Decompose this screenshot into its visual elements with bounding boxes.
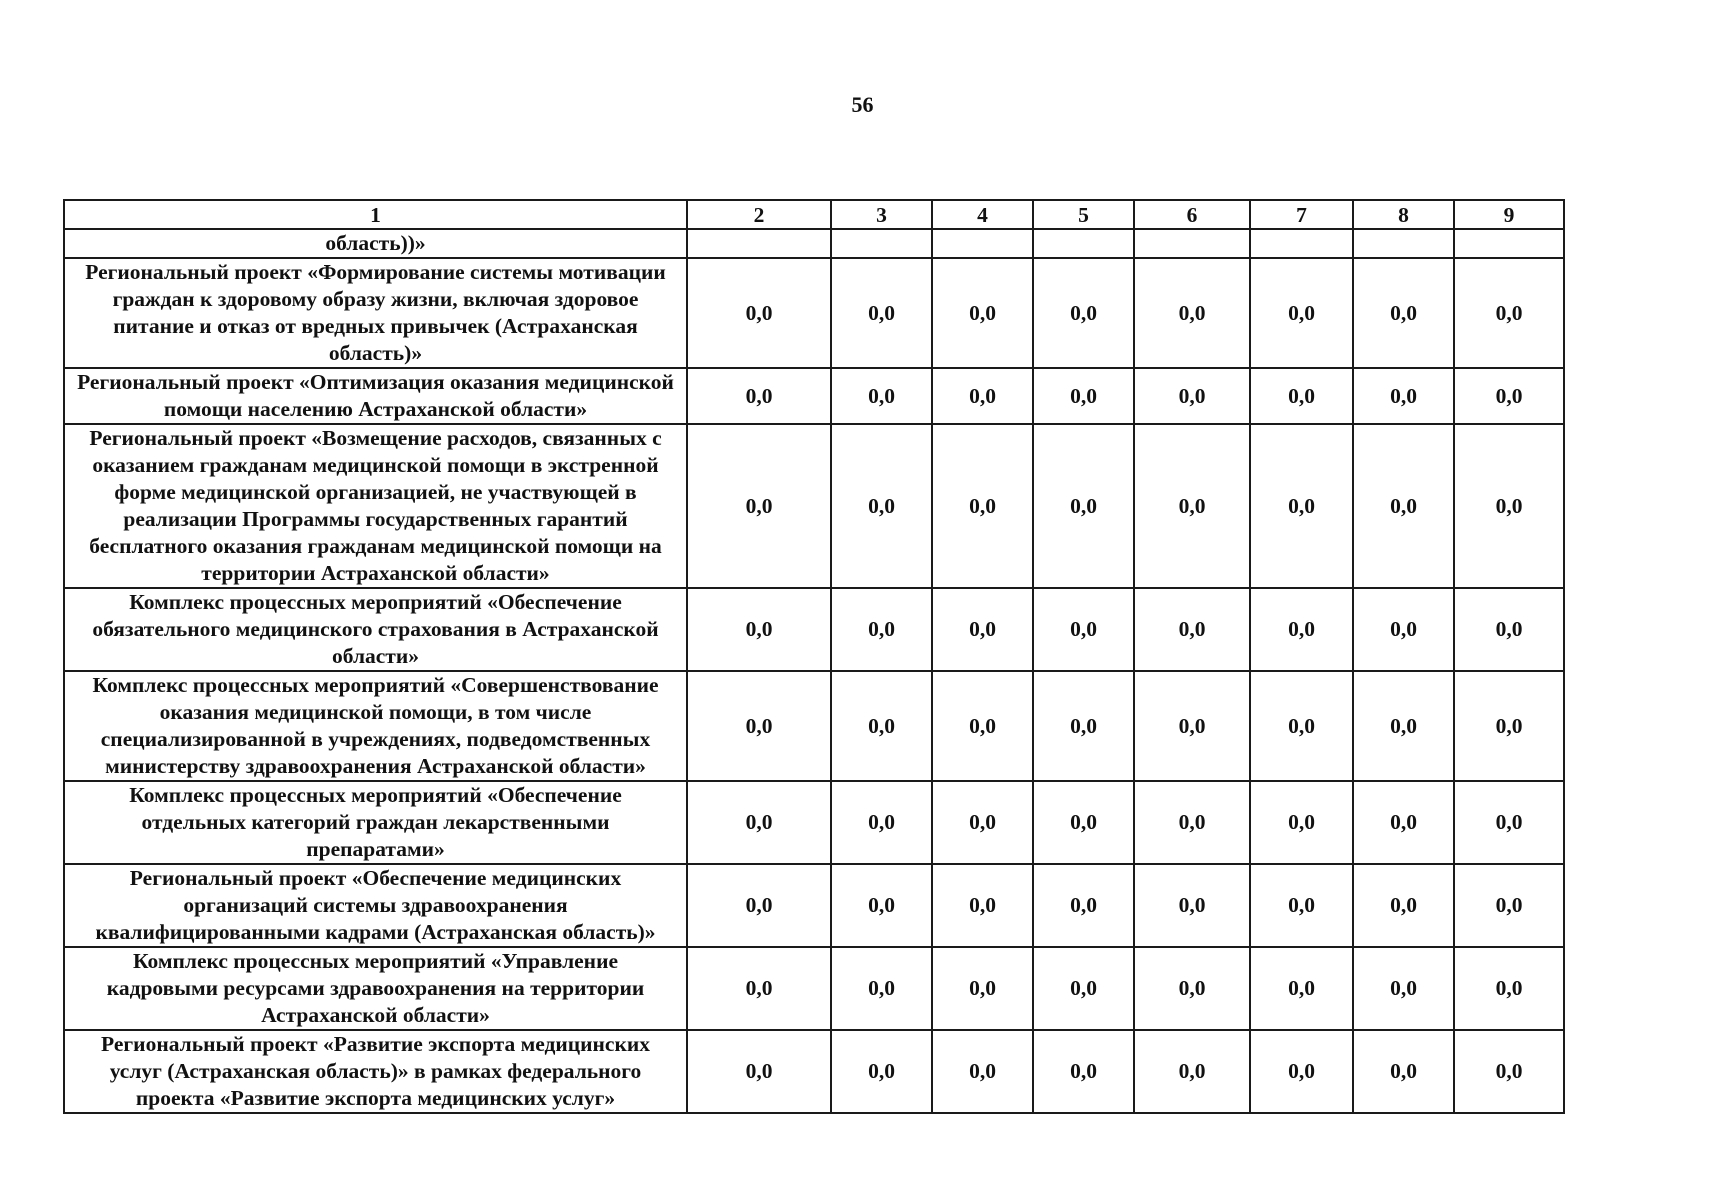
- value-cell: 0,0: [1454, 258, 1564, 368]
- table-body: [64, 229, 1564, 1113]
- value-cell: 0,0: [1454, 424, 1564, 588]
- value-cell: 0,0: [932, 588, 1033, 671]
- value-cell: 0,0: [932, 368, 1033, 424]
- value-cell: 0,0: [932, 864, 1033, 947]
- program-name-cell: Комплекс процессных мероприятий «Обеспечение обязательного медицинского страхования в Астраханской области»: [64, 588, 687, 671]
- table-row: [64, 258, 1564, 368]
- budget-table: [63, 199, 1565, 1114]
- table-row: [64, 368, 1564, 424]
- value-cell: 0,0: [687, 588, 831, 671]
- program-name-cell: Региональный проект «Возмещение расходов, связанных с оказанием гражданам медицинской помощи в экстренной форме медицинской организацией, не участвующей в реализации Программы государственных гарантий бесплатного оказания гражданам медицинской помощи на территории Астраханской области»: [64, 424, 687, 588]
- value-cell: 0,0: [831, 947, 932, 1030]
- value-cell: 0,0: [1033, 947, 1134, 1030]
- value-cell: 0,0: [687, 947, 831, 1030]
- value-cell: 0,0: [687, 368, 831, 424]
- value-cell: 0,0: [1353, 588, 1454, 671]
- value-cell: 0,0: [1033, 1030, 1134, 1113]
- column-header: 1: [64, 200, 687, 229]
- value-cell: 0,0: [1250, 588, 1353, 671]
- value-cell: [1353, 229, 1454, 258]
- program-name-cell: Региональный проект «Оптимизация оказания медицинской помощи населению Астраханской области»: [64, 368, 687, 424]
- header-row: [64, 200, 1564, 229]
- program-name-cell: Региональный проект «Развитие экспорта медицинских услуг (Астраханская область)» в рамках федерального проекта «Развитие экспорта медицинских услуг»: [64, 1030, 687, 1113]
- page-number: 56: [851, 92, 874, 117]
- value-cell: 0,0: [932, 781, 1033, 864]
- value-cell: 0,0: [1454, 1030, 1564, 1113]
- value-cell: 0,0: [1033, 258, 1134, 368]
- continuation-row: [64, 229, 1564, 258]
- column-header: 2: [687, 200, 831, 229]
- column-header: 4: [932, 200, 1033, 229]
- table-row: [64, 947, 1564, 1030]
- value-cell: 0,0: [1134, 671, 1250, 781]
- value-cell: 0,0: [1353, 781, 1454, 864]
- value-cell: 0,0: [831, 781, 932, 864]
- value-cell: 0,0: [1134, 588, 1250, 671]
- value-cell: [1134, 229, 1250, 258]
- value-cell: 0,0: [1134, 1030, 1250, 1113]
- value-cell: 0,0: [1250, 368, 1353, 424]
- value-cell: 0,0: [831, 671, 932, 781]
- value-cell: 0,0: [1250, 1030, 1353, 1113]
- value-cell: 0,0: [687, 424, 831, 588]
- value-cell: 0,0: [831, 424, 932, 588]
- value-cell: [687, 229, 831, 258]
- value-cell: 0,0: [1033, 864, 1134, 947]
- value-cell: 0,0: [1353, 671, 1454, 781]
- program-name-cell: Комплекс процессных мероприятий «Обеспечение отдельных категорий граждан лекарственными препаратами»: [64, 781, 687, 864]
- value-cell: 0,0: [831, 368, 932, 424]
- value-cell: 0,0: [932, 1030, 1033, 1113]
- value-cell: 0,0: [1250, 781, 1353, 864]
- value-cell: 0,0: [1454, 947, 1564, 1030]
- value-cell: 0,0: [687, 781, 831, 864]
- value-cell: 0,0: [1353, 368, 1454, 424]
- value-cell: 0,0: [1134, 258, 1250, 368]
- value-cell: 0,0: [831, 864, 932, 947]
- column-header: 5: [1033, 200, 1134, 229]
- value-cell: 0,0: [1134, 424, 1250, 588]
- value-cell: 0,0: [1250, 424, 1353, 588]
- value-cell: 0,0: [1134, 864, 1250, 947]
- value-cell: 0,0: [932, 424, 1033, 588]
- table-row: [64, 1030, 1564, 1113]
- table-row: [64, 424, 1564, 588]
- value-cell: 0,0: [687, 1030, 831, 1113]
- program-name-cell: Региональный проект «Формирование системы мотивации граждан к здоровому образу жизни, включая здоровое питание и отказ от вредных привычек (Астраханская область)»: [64, 258, 687, 368]
- value-cell: 0,0: [831, 1030, 932, 1113]
- value-cell: 0,0: [932, 947, 1033, 1030]
- value-cell: 0,0: [1454, 781, 1564, 864]
- column-header: 8: [1353, 200, 1454, 229]
- value-cell: [1250, 229, 1353, 258]
- value-cell: 0,0: [1454, 671, 1564, 781]
- value-cell: 0,0: [1353, 947, 1454, 1030]
- program-name-cell: Комплекс процессных мероприятий «Совершенствование оказания медицинской помощи, в том числе специализированной в учреждениях, подведомственных министерству здравоохранения Астраханской области»: [64, 671, 687, 781]
- value-cell: 0,0: [1454, 864, 1564, 947]
- column-header: 3: [831, 200, 932, 229]
- table-row: [64, 781, 1564, 864]
- value-cell: 0,0: [1353, 1030, 1454, 1113]
- value-cell: [932, 229, 1033, 258]
- value-cell: 0,0: [932, 258, 1033, 368]
- table-row: [64, 671, 1564, 781]
- program-name-cell: область))»: [64, 229, 687, 258]
- value-cell: 0,0: [687, 258, 831, 368]
- column-header: 7: [1250, 200, 1353, 229]
- value-cell: 0,0: [687, 864, 831, 947]
- value-cell: 0,0: [1134, 368, 1250, 424]
- value-cell: 0,0: [1353, 258, 1454, 368]
- value-cell: 0,0: [1454, 588, 1564, 671]
- value-cell: 0,0: [1250, 258, 1353, 368]
- column-header: 6: [1134, 200, 1250, 229]
- value-cell: 0,0: [1134, 781, 1250, 864]
- value-cell: 0,0: [1250, 671, 1353, 781]
- value-cell: [1033, 229, 1134, 258]
- table-row: [64, 864, 1564, 947]
- value-cell: [1454, 229, 1564, 258]
- value-cell: 0,0: [1454, 368, 1564, 424]
- program-name-cell: Региональный проект «Обеспечение медицинских организаций системы здравоохранения квалифицированными кадрами (Астраханская область)»: [64, 864, 687, 947]
- value-cell: 0,0: [1033, 588, 1134, 671]
- value-cell: 0,0: [831, 258, 932, 368]
- value-cell: 0,0: [1250, 947, 1353, 1030]
- value-cell: 0,0: [1353, 424, 1454, 588]
- value-cell: [831, 229, 932, 258]
- value-cell: 0,0: [1033, 424, 1134, 588]
- program-name-cell: Комплекс процессных мероприятий «Управление кадровыми ресурсами здравоохранения на территории Астраханской области»: [64, 947, 687, 1030]
- value-cell: 0,0: [831, 588, 932, 671]
- value-cell: 0,0: [1033, 671, 1134, 781]
- value-cell: 0,0: [1134, 947, 1250, 1030]
- value-cell: 0,0: [1353, 864, 1454, 947]
- value-cell: 0,0: [1033, 781, 1134, 864]
- table-header: [64, 200, 1564, 229]
- value-cell: 0,0: [1250, 864, 1353, 947]
- value-cell: 0,0: [932, 671, 1033, 781]
- table-row: [64, 588, 1564, 671]
- value-cell: 0,0: [687, 671, 831, 781]
- value-cell: 0,0: [1033, 368, 1134, 424]
- column-header: 9: [1454, 200, 1564, 229]
